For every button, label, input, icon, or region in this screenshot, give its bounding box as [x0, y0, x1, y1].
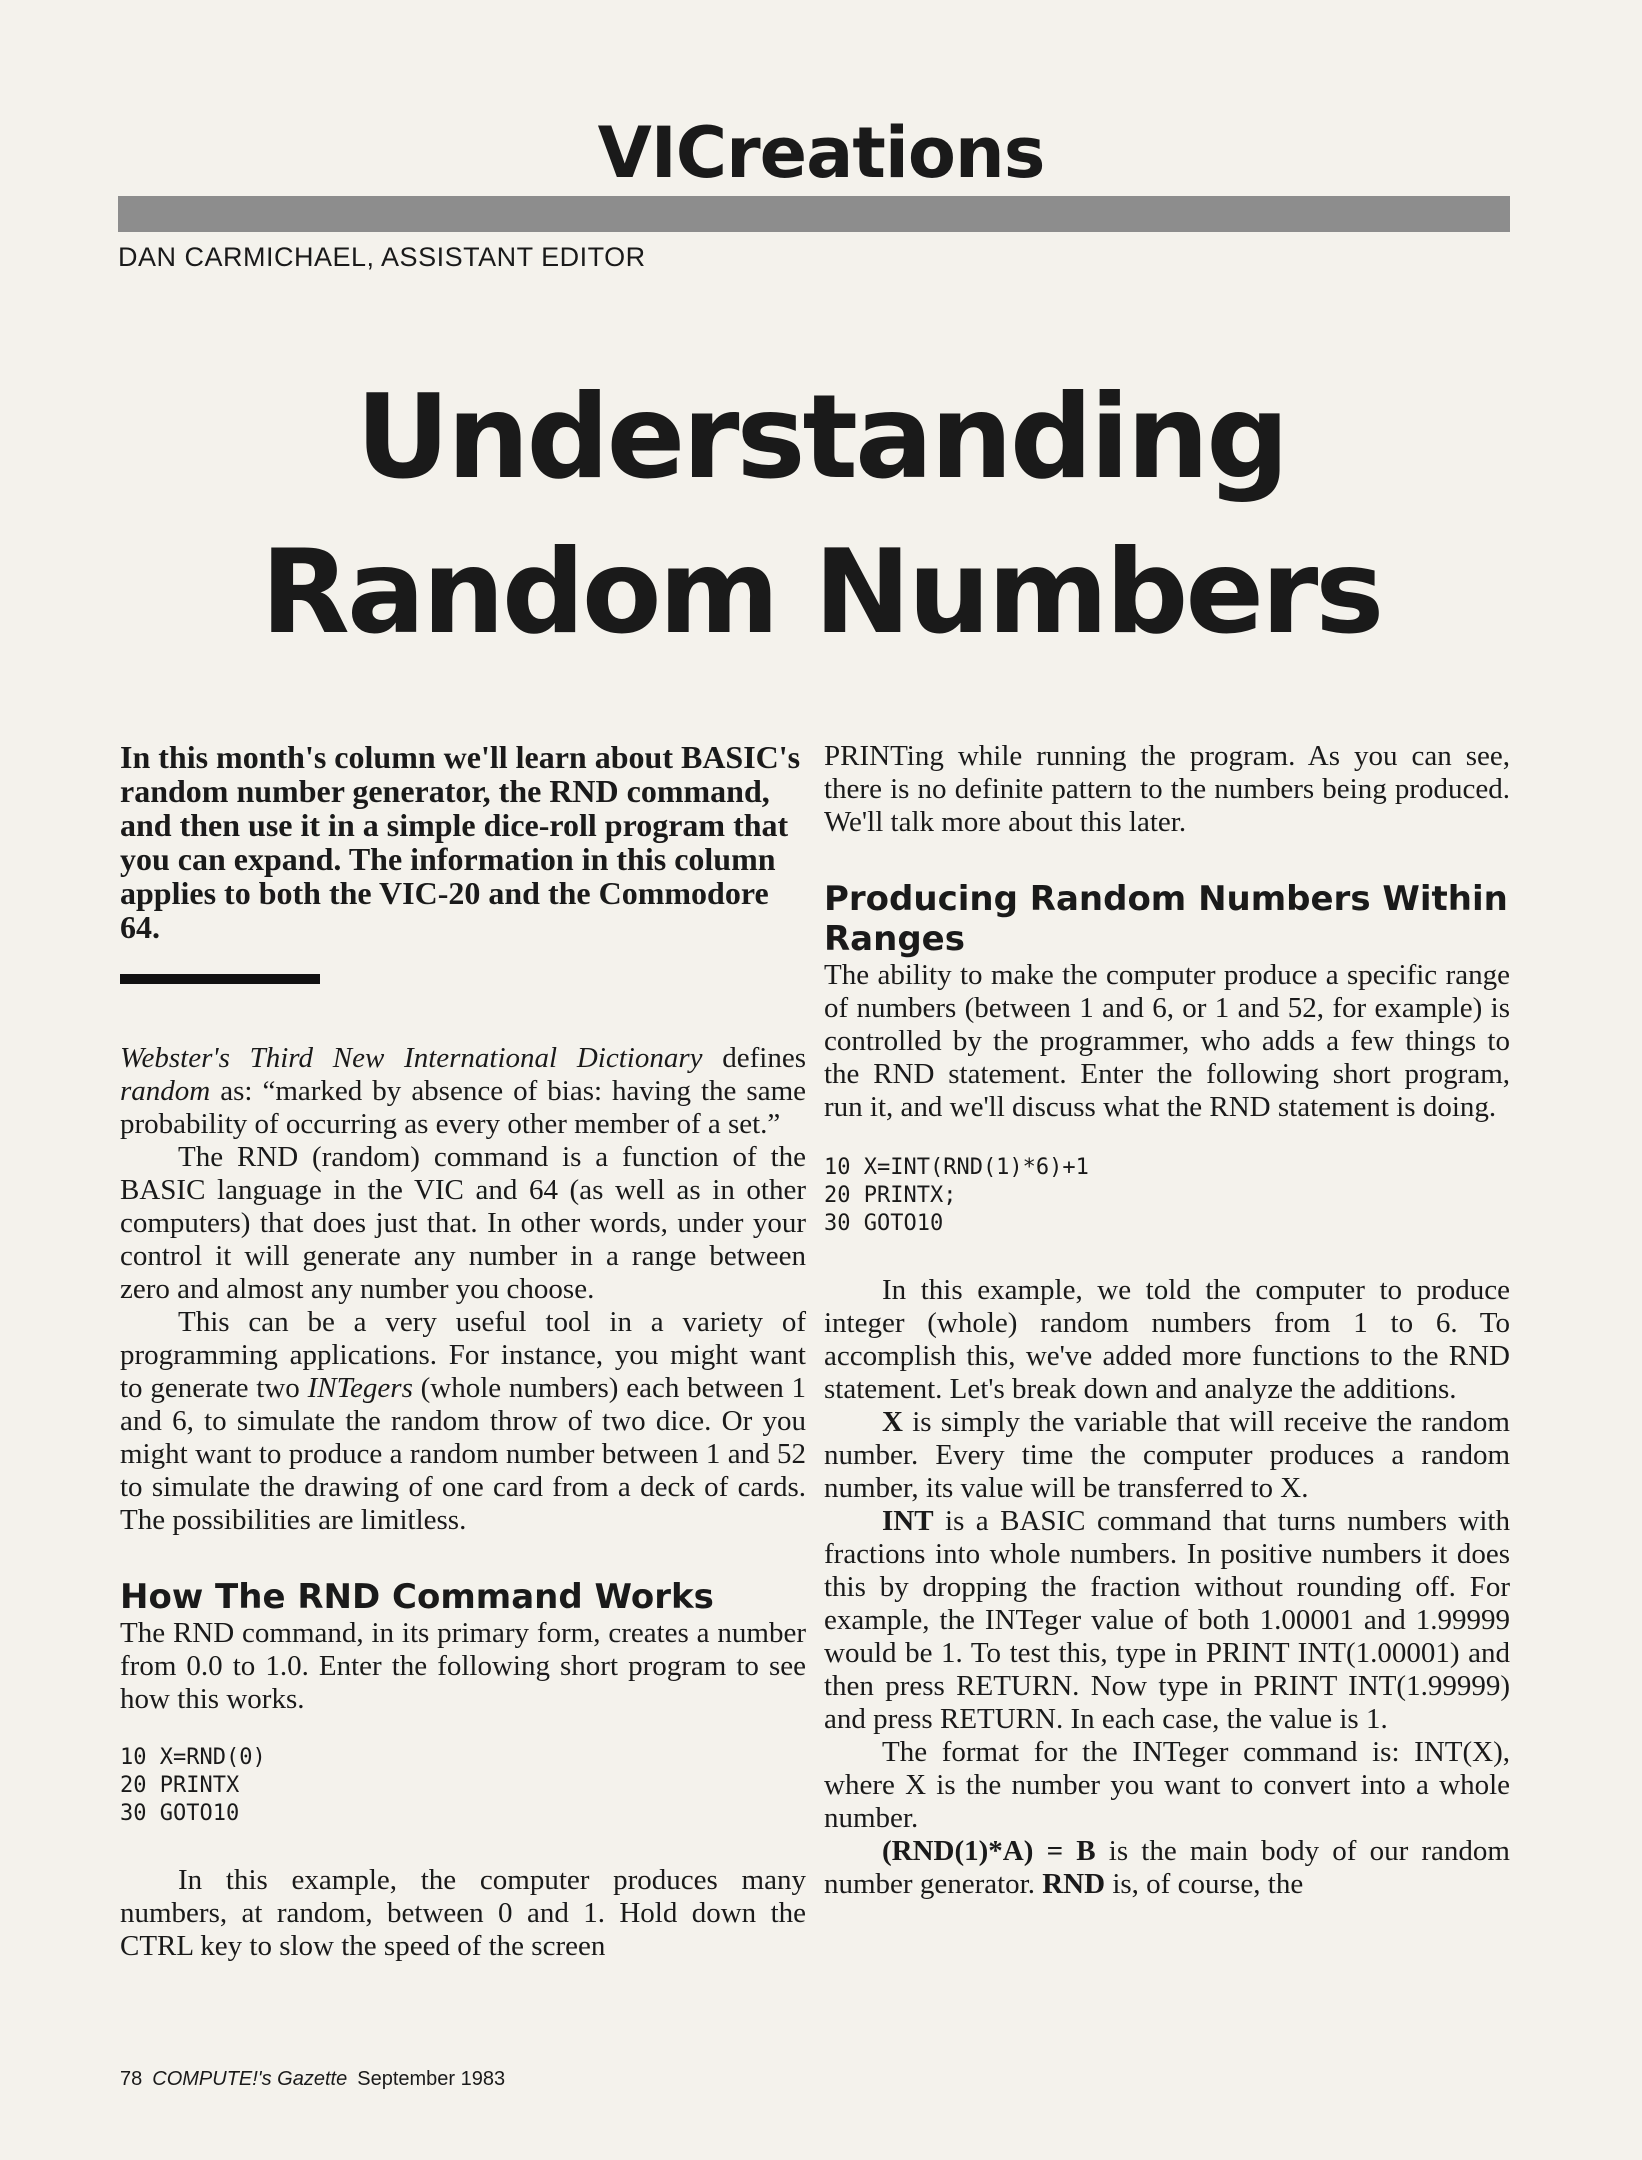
publication-name: COMPUTE!'s Gazette — [152, 2068, 348, 2090]
left-column — [120, 740, 806, 1963]
headline-line-1: Understanding — [355, 370, 1287, 505]
paragraph-ranges: The ability to make the computer produce a specific range of numbers (between 1 and 6, or 1 and 52, for example) is controlled by the programmer, who adds a few things to the RND statement. Enter the following short program, run it, and we'll discuss what the RND statement is doing. — [824, 959, 1510, 1123]
headline-line-2: Random Numbers — [260, 525, 1382, 660]
byline: DAN CARMICHAEL, ASSISTANT EDITOR — [118, 242, 646, 272]
paragraph-applications: This can be a very useful tool in a variety of programming applications. For instance, you might want to generate two INTegers (whole numbers) each between 1 and 6, to simulate the random throw of two dice. Or you might want to produce a random number between 1 and 52 to simulate the drawing of one card from a deck of cards. The possibilities are limitless. — [120, 1306, 806, 1536]
code-listing-1 — [120, 1744, 806, 1828]
code-line: 30 GOTO10 — [824, 1211, 944, 1236]
subhead-how-rnd-works: How The RND Command Works — [120, 1577, 714, 1617]
paragraph-rnd-body: (RND(1)*A) = B is the main body of our random number generator. RND is, of course, the — [824, 1835, 1510, 1900]
issue-date: September 1983 — [357, 2068, 506, 2090]
paragraph-rnd-intro: The RND (random) command is a function of the BASIC language in the VIC and 64 (as well as in other computers) that does just that. In other words, under your control it will generate any number in a range between zero and almost any number you choose. — [120, 1141, 806, 1305]
paragraph-definition: Webster's Third New International Dictionary defines random as: “marked by absence of bias: having the same probability of occurring as every other member of a set.” — [120, 1042, 806, 1140]
column-title: VICreations — [597, 112, 1045, 194]
code-listing-2 — [824, 1154, 1510, 1238]
code-line: 10 X=INT(RND(1)*6)+1 — [824, 1155, 1089, 1180]
deck-divider — [120, 974, 320, 984]
code-line: 20 PRINTX; — [824, 1183, 957, 1208]
title-rule-bar — [118, 196, 1510, 232]
paragraph-example-2: In this example, we told the computer to produce integer (whole) random numbers from 1 to 6. To accomplish this, we've added more functions to the RND statement. Let's break down and analyze the additions. — [824, 1274, 1510, 1405]
code-line: 30 GOTO10 — [120, 1801, 240, 1826]
page-number: 78 — [120, 2068, 143, 2090]
paragraph-printing: PRINTing while running the program. As you can see, there is no definite pattern to the numbers being produced. We'll talk more about this later. — [824, 740, 1510, 838]
dictionary-title: Webster's Third New International Dictionary — [120, 1042, 703, 1074]
paragraph-example-1: In this example, the computer produces many numbers, at random, between 0 and 1. Hold down the CTRL key to slow the speed of the screen — [120, 1864, 806, 1962]
subhead-producing-ranges: Producing Random Numbers Within Ranges — [824, 879, 1508, 959]
page-footer — [120, 2068, 505, 2091]
article-deck: In this month's column we'll learn about BASIC's random number generator, the RND command, and then use it in a simple dice-roll program that you can expand. The information in this column applies to both the VIC-20 and the Commodore 64. — [120, 739, 801, 945]
integers-term: INTegers — [307, 1372, 413, 1404]
code-line: 20 PRINTX — [120, 1773, 240, 1798]
paragraph-int-format: The format for the INTeger command is: INT(X), where X is the number you want to convert into a whole number. — [824, 1736, 1510, 1834]
code-line: 10 X=RND(0) — [120, 1745, 266, 1770]
paragraph-int: INT is a BASIC command that turns numbers with fractions into whole numbers. In positive numbers it does this by dropping the fraction without rounding off. For example, the INTeger value of both 1.00001 and 1.99999 would be 1. To test this, type in PRINT INT(1.00001) and then press RETURN. Now type in PRINT INT(1.99999) and press RETURN. In each case, the value is 1. — [824, 1505, 1510, 1735]
paragraph-rnd-primary: The RND command, in its primary form, creates a number from 0.0 to 1.0. Enter the following short program to see how this works. — [120, 1617, 806, 1715]
paragraph-variable-x: X is simply the variable that will receive the random number. Every time the computer produces a random number, its value will be transferred to X. — [824, 1406, 1510, 1504]
defined-word: random — [120, 1075, 211, 1107]
right-column — [824, 740, 1510, 1901]
